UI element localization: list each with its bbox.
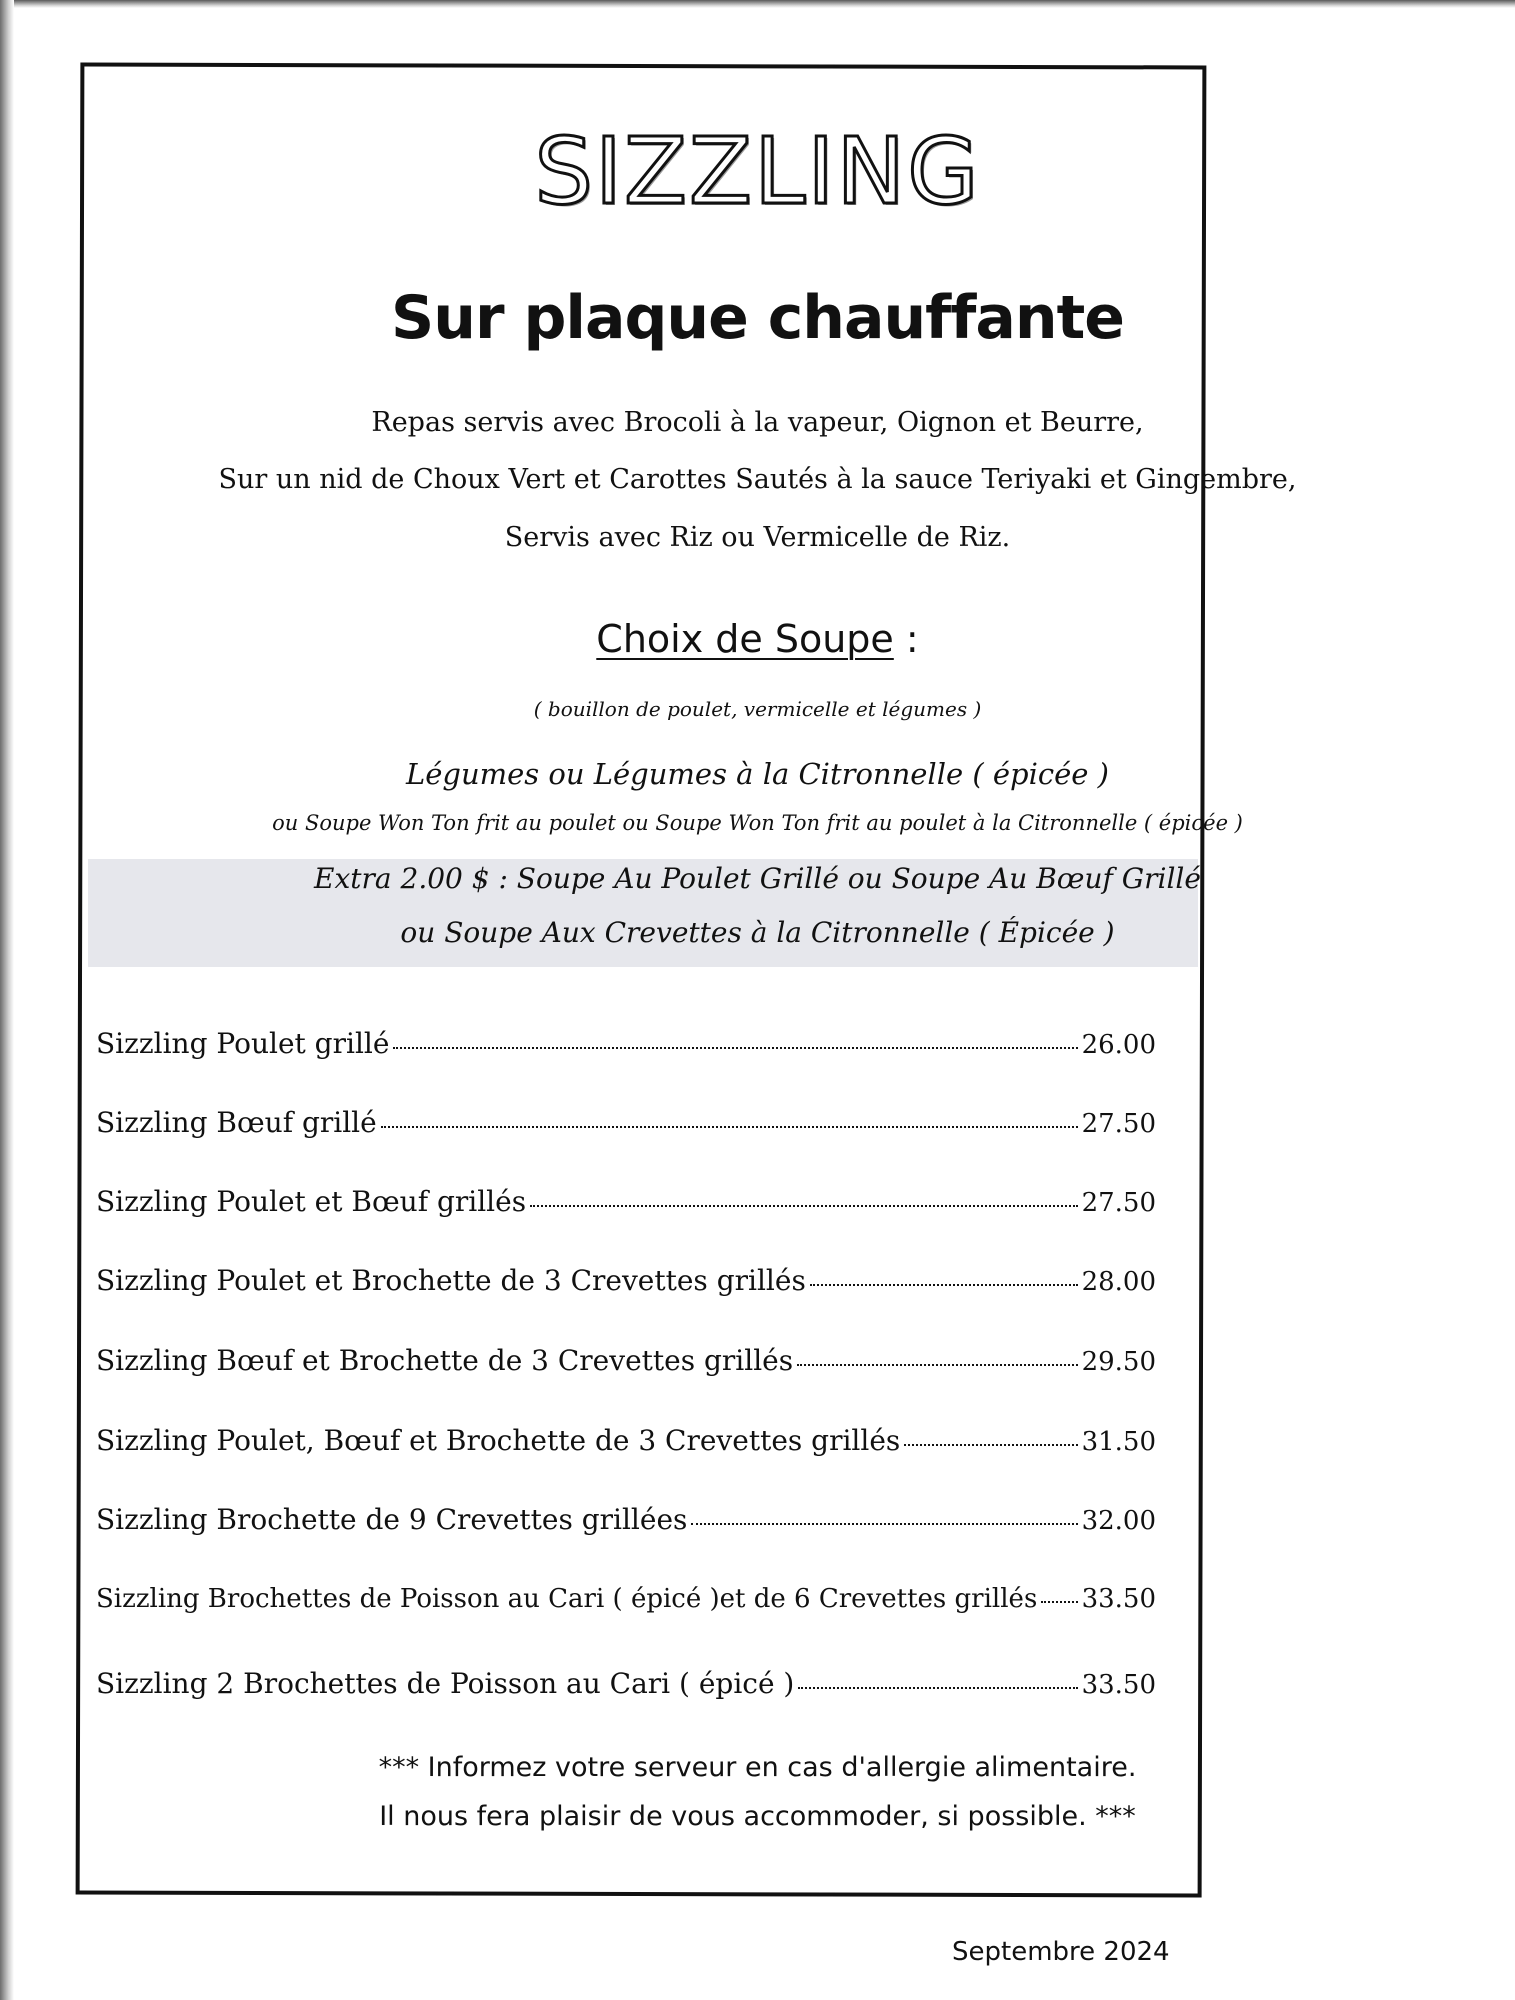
dot-leader bbox=[797, 1364, 1077, 1366]
soup-heading bbox=[0, 617, 1515, 661]
menu-item-name: Sizzling Poulet et Brochette de 3 Crevettes grillés bbox=[96, 1264, 806, 1297]
menu-item-price: 27.50 bbox=[1081, 1188, 1156, 1218]
soup-note: ( bouillon de poulet, vermicelle et légumes ) bbox=[533, 697, 982, 721]
description-line-2: Sur un nid de Choux Vert et Carottes Sautés à la sauce Teriyaki et Gingembre, bbox=[218, 464, 1297, 495]
description-line-3: Servis avec Riz ou Vermicelle de Riz. bbox=[504, 522, 1011, 553]
menu-item-price: 32.00 bbox=[1081, 1506, 1156, 1536]
soup-option-line-1: Légumes ou Légumes à la Citronnelle ( épicée ) bbox=[405, 757, 1109, 791]
menu-item-name: Sizzling Brochette de 9 Crevettes grillées bbox=[96, 1503, 688, 1536]
menu-item bbox=[96, 1264, 1156, 1297]
dot-leader bbox=[1041, 1601, 1077, 1603]
menu-item-name: Sizzling Brochettes de Poisson au Cari ( épicé )et de 6 Crevettes grillés bbox=[96, 1584, 1038, 1614]
menu-item bbox=[96, 1106, 1156, 1139]
menu-item-price: 33.50 bbox=[1081, 1584, 1156, 1614]
menu-item bbox=[96, 1503, 1156, 1536]
extra-soup-line-2: ou Soupe Aux Crevettes à la Citronnelle ( Épicée ) bbox=[400, 916, 1115, 949]
menu-item bbox=[96, 1667, 1156, 1700]
dot-leader bbox=[810, 1284, 1078, 1286]
dot-leader bbox=[530, 1205, 1077, 1207]
allergy-notice-line-1: *** Informez votre serveur en cas d'allergie alimentaire. bbox=[378, 1752, 1137, 1783]
dot-leader bbox=[904, 1444, 1077, 1446]
menu-item-name: Sizzling Poulet, Bœuf et Brochette de 3 Crevettes grillés bbox=[96, 1424, 901, 1457]
description-line-1: Repas servis avec Brocoli à la vapeur, Oignon et Beurre, bbox=[371, 407, 1144, 438]
menu-date: Septembre 2024 bbox=[952, 1937, 1170, 1967]
menu-item-price: 33.50 bbox=[1081, 1670, 1156, 1700]
brand-title: SIZZLING bbox=[534, 118, 981, 225]
menu-subtitle: Sur plaque chauffante bbox=[391, 283, 1124, 353]
menu-item-name: Sizzling Bœuf et Brochette de 3 Crevettes grillés bbox=[96, 1344, 794, 1377]
soup-option-line-2: ou Soupe Won Ton frit au poulet ou Soupe Won Ton frit au poulet à la Citronnelle ( épicée ) bbox=[272, 811, 1243, 835]
dot-leader bbox=[381, 1126, 1078, 1128]
menu-item-price: 27.50 bbox=[1081, 1109, 1156, 1139]
dot-leader bbox=[798, 1687, 1077, 1689]
menu-item-name: Sizzling Poulet grillé bbox=[96, 1027, 390, 1060]
menu-item-name: Sizzling Poulet et Bœuf grillés bbox=[96, 1185, 527, 1218]
menu-item-price: 28.00 bbox=[1081, 1267, 1156, 1297]
paper-edge-top bbox=[0, 0, 1515, 8]
dot-leader bbox=[393, 1047, 1077, 1049]
extra-soup-line-1: Extra 2.00 $ : Soupe Au Poulet Grillé ou Soupe Au Bœuf Grillé bbox=[314, 862, 1201, 895]
allergy-notice-line-2: Il nous fera plaisir de vous accommoder, si possible. *** bbox=[379, 1801, 1136, 1832]
menu-item bbox=[96, 1584, 1156, 1614]
menu-item-name: Sizzling Bœuf grillé bbox=[96, 1106, 377, 1139]
menu-item bbox=[96, 1424, 1156, 1457]
soup-heading-colon: : bbox=[893, 617, 919, 661]
menu-item bbox=[96, 1185, 1156, 1218]
menu-item-price: 29.50 bbox=[1081, 1347, 1156, 1377]
menu-item-price: 26.00 bbox=[1081, 1030, 1156, 1060]
menu-item bbox=[96, 1344, 1156, 1377]
dot-leader bbox=[691, 1523, 1077, 1525]
menu-item-name: Sizzling 2 Brochettes de Poisson au Cari ( épicé ) bbox=[96, 1667, 795, 1700]
menu-item bbox=[96, 1027, 1156, 1060]
menu-item-price: 31.50 bbox=[1081, 1427, 1156, 1457]
soup-heading-text: Choix de Soupe bbox=[596, 617, 894, 661]
